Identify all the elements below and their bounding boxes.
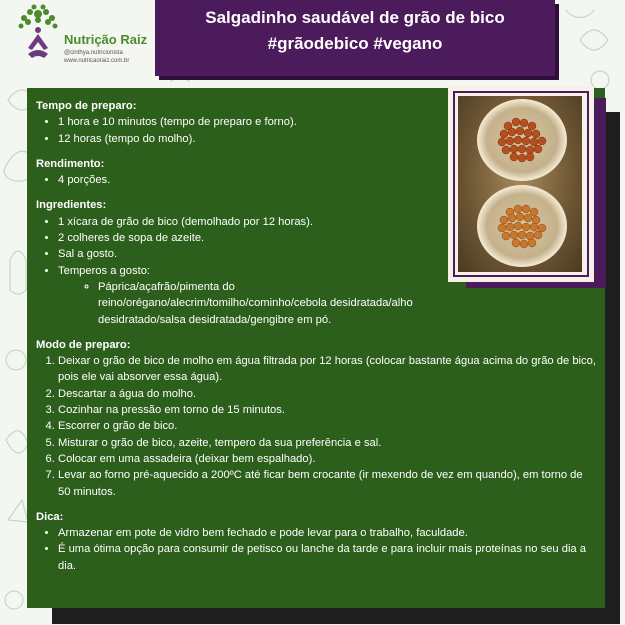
page-title: Salgadinho saudável de grão de bico: [205, 8, 505, 27]
list-item: • 4 porções.: [58, 172, 448, 188]
recipe-content: [36, 98, 596, 583]
step-item: 4. Escorrer o grão de bico.: [58, 418, 596, 434]
list-item: • 1 xícara de grão de bico (demolhado por 12 horas).: [58, 214, 448, 230]
list-item: [58, 263, 448, 328]
section-ingredients: [36, 197, 596, 327]
logo-website: www.nutricaoraiz.com.br: [64, 58, 130, 64]
section-prep-time: [36, 98, 596, 147]
section-yield: [36, 156, 596, 189]
list-item: • Sal a gosto.: [58, 246, 448, 262]
logo-handle: @cinthya.nutricionista: [64, 50, 123, 56]
section-tips: [36, 509, 596, 574]
method-heading: Modo de preparo:: [36, 338, 131, 351]
seasonings-label: Temperos a gosto:: [58, 264, 151, 277]
list-item: • 1 hora e 10 minutos (tempo de preparo e forno).: [58, 114, 448, 130]
step-item: 2. Descartar a água do molho.: [58, 386, 596, 402]
seasonings-list: ◦ Páprica/açafrão/pimenta do reino/orégano/alecrim/tomilho/cominho/cebola desidratada/alho desidratado/salsa desidratada/gengibre em pó.: [98, 279, 448, 328]
step-item: 7. Levar ao forno pré-aquecido a 200ºC até ficar bem crocante (ir mexendo de vez em quando), em torno de 50 minutos.: [58, 467, 596, 500]
brand-logo: [4, 4, 154, 70]
step-item: 3. Cozinhar na pressão em torno de 15 minutos.: [58, 402, 596, 418]
step-item: 6. Colocar em uma assadeira (deixar bem espalhado).: [58, 451, 596, 467]
list-item: • É uma ótima opção para consumir de petisco ou lanche da tarde e para incluir mais proteínas no seu dia a dia.: [58, 541, 596, 574]
ingredients-heading: Ingredientes:: [36, 199, 107, 212]
prep-time-heading: Tempo de preparo:: [36, 100, 137, 112]
page-hashtags: #grãodebico #vegano: [267, 34, 443, 53]
list-item: • 12 horas (tempo do molho).: [58, 131, 448, 147]
step-item: 5. Misturar o grão de bico, azeite, tempero da sua preferência e sal.: [58, 435, 596, 451]
yield-heading: Rendimento:: [36, 157, 105, 170]
list-item: • 2 colheres de sopa de azeite.: [58, 230, 448, 246]
tips-heading: Dica:: [36, 510, 64, 523]
step-item: 1. Deixar o grão de bico de molho em água filtrada por 12 horas (colocar bastante água acima do grão de bico, pois ele vai absorver essa água).: [58, 353, 596, 386]
logo-brand-name: Nutrição Raiz: [64, 32, 148, 47]
title-banner: [155, 0, 555, 76]
tree-person-logo-icon: [16, 4, 60, 68]
section-method: [36, 337, 596, 500]
list-item: • Armazenar em pote de vidro bem fechado e pode levar para o trabalho, faculdade.: [58, 525, 596, 541]
